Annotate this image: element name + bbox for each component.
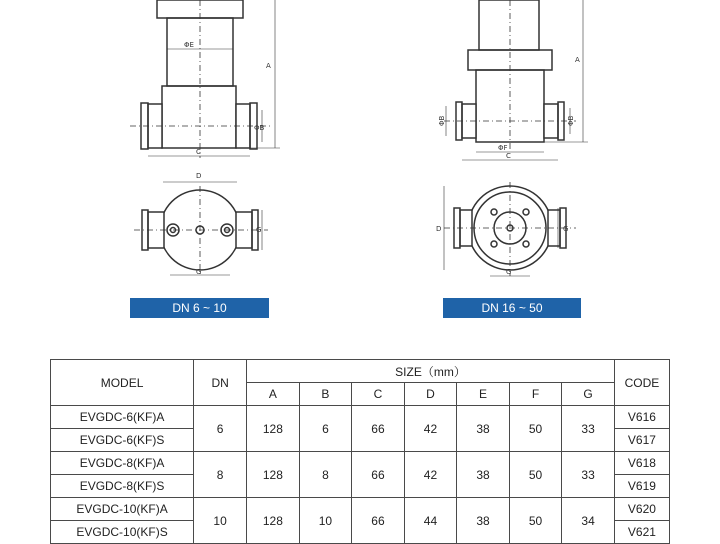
dn-6-10-banner: DN 6 ~ 10 [130, 298, 269, 318]
size-g-cell: 33 [562, 452, 615, 498]
code-cell: V617 [614, 429, 669, 452]
size-a-cell: 128 [247, 498, 300, 544]
size-col-g: G [562, 383, 615, 406]
model-cell: EVGDC-8(KF)A [51, 452, 194, 475]
size-e-cell: 38 [457, 498, 510, 544]
left-phi-b-label: ΦB [254, 124, 265, 132]
size-f-cell: 50 [509, 452, 562, 498]
size-header: SIZE（mm） [247, 360, 615, 383]
code-cell: V620 [614, 498, 669, 521]
left-c-label: C [196, 148, 201, 156]
size-col-b: B [299, 383, 352, 406]
size-e-cell: 38 [457, 452, 510, 498]
size-d-cell: 42 [404, 406, 457, 452]
specification-table [50, 359, 670, 544]
dn-header: DN [194, 360, 247, 406]
size-col-a: A [247, 383, 300, 406]
size-f-cell: 50 [509, 406, 562, 452]
size-col-f: F [509, 383, 562, 406]
size-b-cell: 6 [299, 406, 352, 452]
table-row [51, 452, 670, 475]
size-c-cell: 66 [352, 406, 405, 452]
size-c-cell: 66 [352, 498, 405, 544]
size-col-c: C [352, 383, 405, 406]
size-a-cell: 128 [247, 406, 300, 452]
dn-cell: 8 [194, 452, 247, 498]
size-b-cell: 10 [299, 498, 352, 544]
dn-cell: 6 [194, 406, 247, 452]
dn-cell: 10 [194, 498, 247, 544]
left-d-label: D [196, 172, 202, 180]
left-g-bottom-label: G [196, 268, 202, 276]
model-cell: EVGDC-10(KF)A [51, 498, 194, 521]
model-cell: EVGDC-6(KF)A [51, 406, 194, 429]
model-cell: EVGDC-10(KF)S [51, 521, 194, 544]
right-phi-f-label: ΦF [498, 144, 508, 152]
size-d-cell: 42 [404, 452, 457, 498]
right-phi-b-right-label: ΦB [567, 115, 575, 126]
size-b-cell: 8 [299, 452, 352, 498]
right-g-side-label: G [563, 225, 569, 233]
model-cell: EVGDC-8(KF)S [51, 475, 194, 498]
size-e-cell: 38 [457, 406, 510, 452]
left-front-view [141, 0, 257, 149]
size-d-cell: 44 [404, 498, 457, 544]
size-f-cell: 50 [509, 498, 562, 544]
size-col-e: E [457, 383, 510, 406]
left-a-label: A [266, 62, 271, 70]
left-g-side-label: G [256, 226, 262, 234]
code-cell: V619 [614, 475, 669, 498]
code-cell: V616 [614, 406, 669, 429]
code-cell: V621 [614, 521, 669, 544]
table-row [51, 498, 670, 521]
model-header: MODEL [51, 360, 194, 406]
size-a-cell: 128 [247, 452, 300, 498]
right-phi-b-left-label: ΦB [438, 115, 446, 126]
left-phi-e-label: ΦE [184, 41, 194, 49]
size-c-cell: 66 [352, 452, 405, 498]
model-cell: EVGDC-6(KF)S [51, 429, 194, 452]
right-a-label: A [575, 56, 580, 64]
size-g-cell: 33 [562, 406, 615, 452]
table-row [51, 406, 670, 429]
size-col-d: D [404, 383, 457, 406]
right-g-bottom-label: G [506, 268, 512, 276]
dn-16-50-banner: DN 16 ~ 50 [443, 298, 581, 318]
size-g-cell: 34 [562, 498, 615, 544]
right-c-label: C [506, 152, 511, 160]
code-cell: V618 [614, 452, 669, 475]
right-d-label: D [436, 225, 442, 233]
code-header: CODE [614, 360, 669, 406]
